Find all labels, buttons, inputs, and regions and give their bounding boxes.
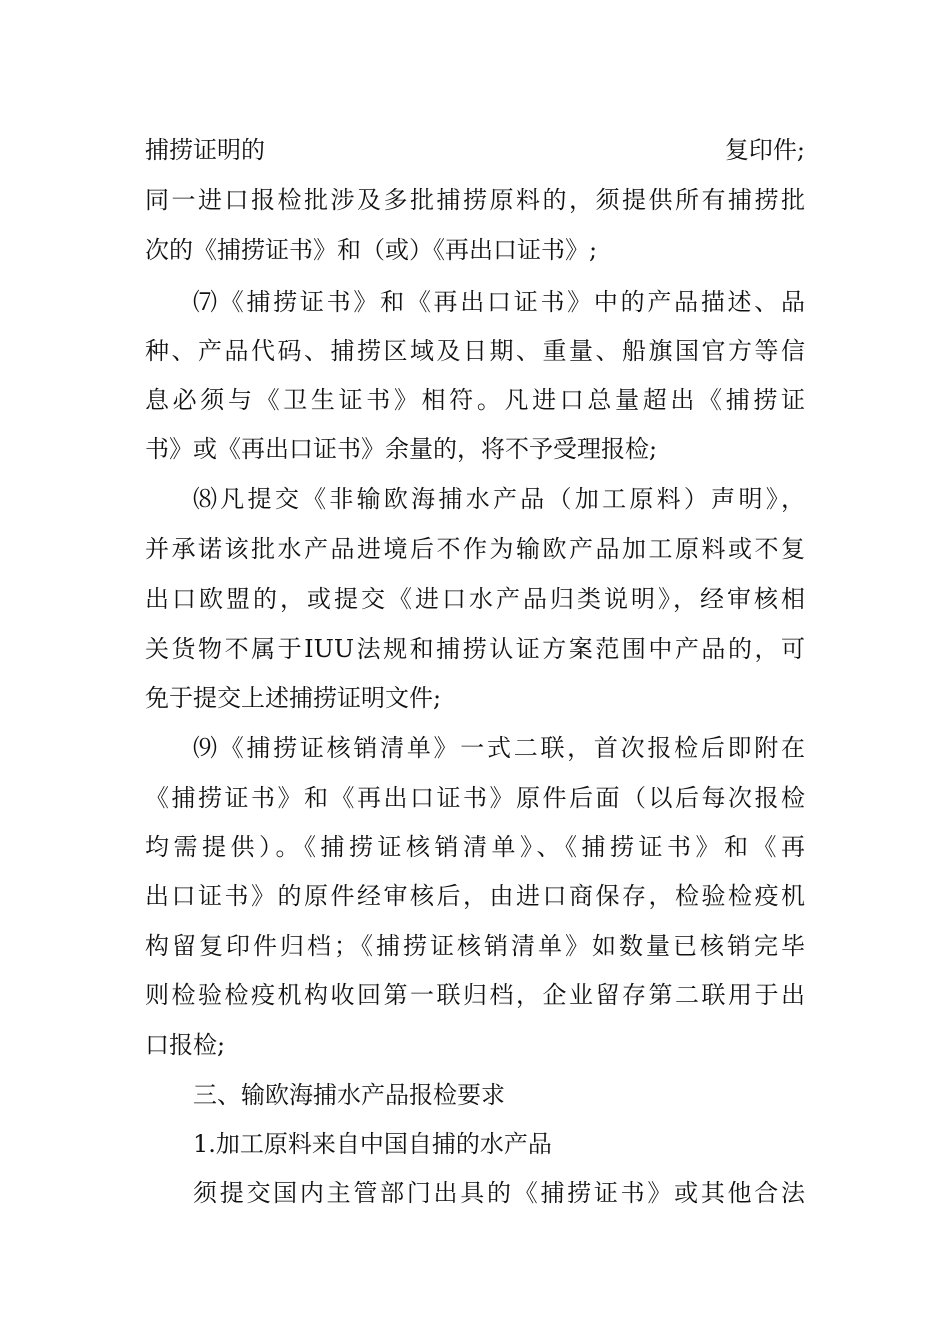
text-line-1: [145, 125, 805, 175]
paragraph-9-line-7: 口报检;: [145, 1031, 226, 1059]
paragraph-8-line-4: 关货物不属于IUU法规和捕捞认证方案范围中产品的，可: [145, 635, 805, 663]
paragraph-9-line-6: 则检验检疫机构收回第一联归档，企业留存第二联用于出: [145, 981, 805, 1009]
paragraph-8-line-2: 并承诺该批水产品进境后不作为输欧产品加工原料或不复: [145, 535, 805, 563]
paragraph-9-line-4: 出口证书》的原件经审核后，由进口商保存，检验检疫机: [145, 882, 805, 910]
text-line-3: 次的《捕捞证书》和（或）《再出口证书》;: [145, 236, 598, 264]
paragraph-last-line-1: 须提交国内主管部门出具的《捕捞证书》或其他合法: [193, 1179, 805, 1207]
paragraph-7-line-4: 书》或《再出口证书》余量的，将不予受理报检;: [145, 435, 658, 463]
paragraph-8-line-5: 免于提交上述捕捞证明文件;: [145, 684, 442, 712]
paragraph-9-line-2: 《捕捞证书》和《再出口证书》原件后面（以后每次报检: [145, 784, 805, 812]
text-line-1-right: 复印件;: [724, 136, 805, 164]
paragraph-7-line-3: 息必须与《卫生证书》相符。凡进口总量超出《捕捞证: [145, 386, 805, 414]
text-line-1-left: 捕捞证明的: [145, 136, 265, 164]
paragraph-9-line-1: ⑼《捕捞证核销清单》一式二联，首次报检后即附在: [193, 734, 805, 762]
section-heading: 三、输欧海捕水产品报检要求: [193, 1081, 505, 1109]
paragraph-8-line-1: ⑻凡提交《非输欧海捕水产品（加工原料）声明》，: [193, 485, 805, 513]
paragraph-7-line-1: ⑺《捕捞证书》和《再出口证书》中的产品描述、品: [193, 288, 805, 316]
paragraph-8-line-3: 出口欧盟的，或提交《进口水产品归类说明》，经审核相: [145, 585, 805, 613]
paragraph-9-line-3: 均需提供）。《捕捞证核销清单》、《捕捞证书》和《再: [145, 833, 805, 861]
paragraph-7-line-2: 种、产品代码、捕捞区域及日期、重量、船旗国官方等信: [145, 337, 805, 365]
text-line-2: 同一进口报检批涉及多批捕捞原料的，须提供所有捕捞批: [145, 186, 805, 214]
subsection-heading: 1.加工原料来自中国自捕的水产品: [193, 1130, 552, 1158]
paragraph-9-line-5: 构留复印件归档；《捕捞证核销清单》如数量已核销完毕: [145, 932, 805, 960]
